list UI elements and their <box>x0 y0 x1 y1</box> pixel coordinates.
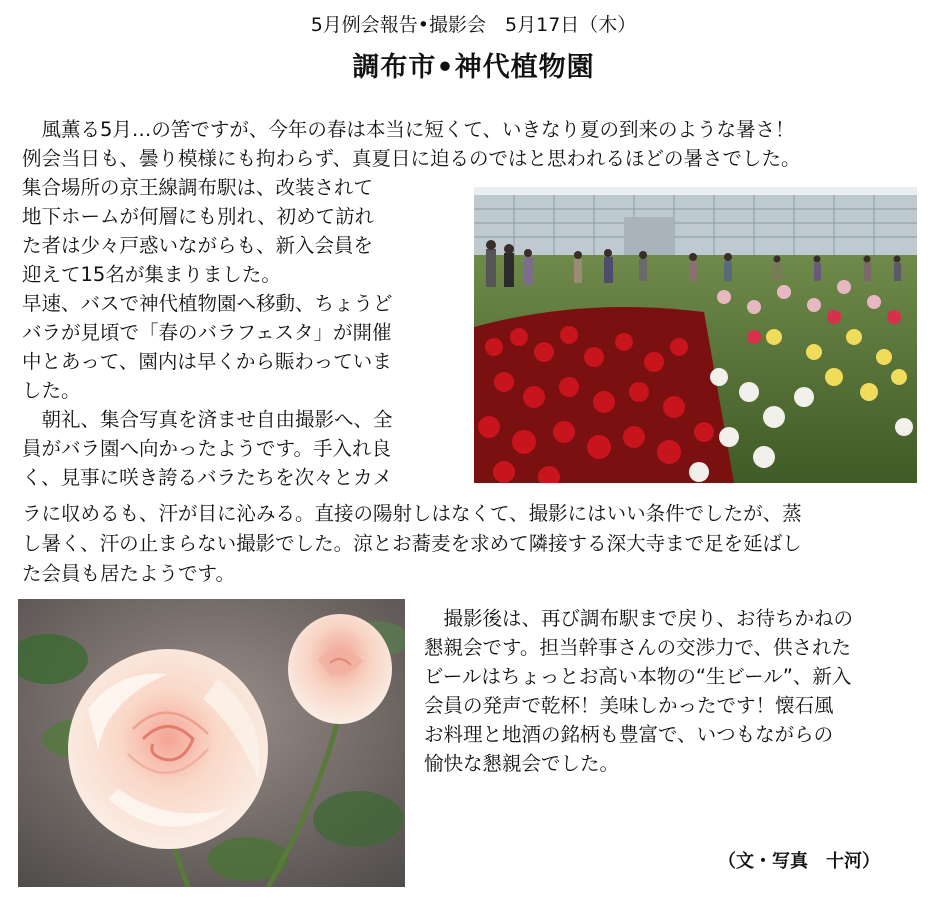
text-line: 集合場所の京王線調布駅は、改装されて <box>22 176 374 199</box>
text-line: 会員の発声で乾杯！美味しかったです！懐石風 <box>424 694 834 717</box>
text-line: 例会当日も、曇り模様にも拘わらず、真夏日に迫るのではと思われるほどの暑さでした。 <box>22 147 801 170</box>
text-line: 撮影後は、再び調布駅まで戻り、お待ちかねの <box>424 607 854 630</box>
text-line: 迎えて15名が集まりました。 <box>22 263 281 286</box>
text-line: 愉快な懇親会でした。 <box>424 752 620 775</box>
text-line: た者は少々戸惑いながらも、新入会員を <box>22 234 374 257</box>
text-line: 地下ホームが何層にも別れ、初めて訪れ <box>22 205 375 228</box>
rose-garden-photo <box>474 187 917 483</box>
text-line: お料理と地酒の銘柄も豊富で、いつもながらの <box>424 723 834 746</box>
text-line: 懇親会です。担当幹事さんの交渉力で、供された <box>424 636 852 659</box>
text-line: 朝礼、集合写真を済ませ自由撮影へ、全 <box>22 408 393 431</box>
text-line: ビールはちょっとお高い本物の“生ビール”、新入 <box>424 665 852 688</box>
text-line: し暑く、汗の止まらない撮影でした。涼とお蕎麦を求めて隣接する深大寺まで足を延ばし <box>22 532 802 555</box>
rose-closeup-photo <box>18 599 405 887</box>
report-subtitle: 5月例会報告•撮影会 5月17日（木） <box>310 14 637 36</box>
text-line: した。 <box>22 379 81 402</box>
text-line: バラが見頃で「春のバラフェスタ」が開催 <box>22 321 392 344</box>
text-line: 員がバラ園へ向かったようです。手入れ良 <box>22 437 391 460</box>
report-title: 調布市•神代植物園 <box>352 52 595 83</box>
text-line: く、見事に咲き誇るバラたちを次々とカメ <box>22 466 393 489</box>
text-line: 早速、バスで神代植物園へ移動、ちょうど <box>22 292 393 315</box>
text-line: ラに収めるも、汗が目に沁みる。直接の陽射しはなくて、撮影にはいい条件でしたが、蒸 <box>22 502 802 525</box>
text-line: 風薫る5月…の筈ですが、今年の春は本当に短くて、いきなり夏の到来のような暑さ！ <box>22 118 795 141</box>
text-line: た会員も居たようです。 <box>22 562 235 585</box>
author-credit: （文・写真 十河） <box>718 851 880 872</box>
text-line: 中とあって、園内は早くから賑わっていま <box>22 350 392 373</box>
